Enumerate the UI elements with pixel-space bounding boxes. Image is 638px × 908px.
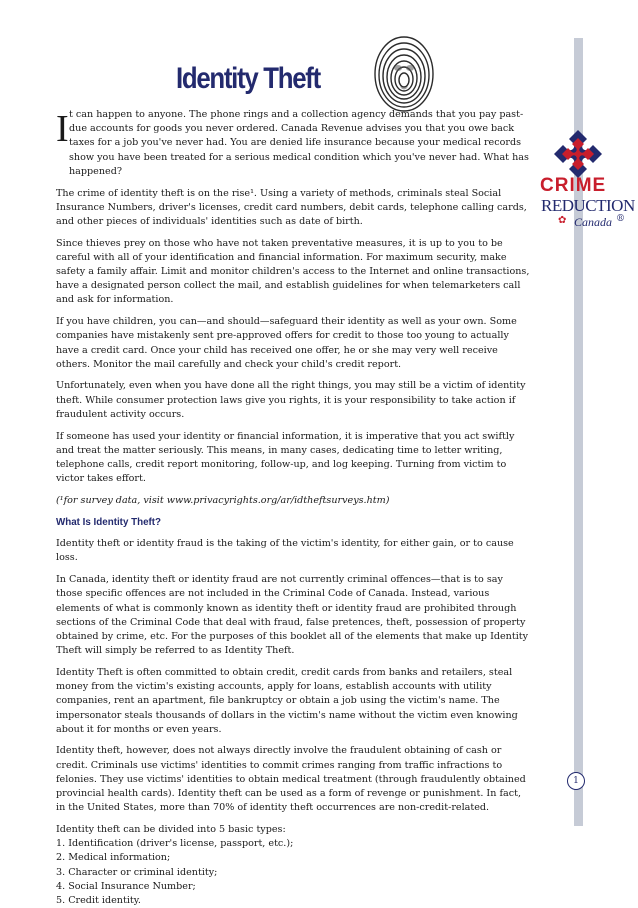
maple-leaf-icon: ✿ [558,215,567,226]
list-item: 1. Identification (driver's license, passport, etc.); [56,838,294,850]
body-paragraph: Unfortunately, even when you have done all the right things, you may still be a victim of identity theft. While consumer protection laws give you rights, it is your responsibility to take action if fraudulent activity occurs. [56,380,526,420]
section-heading: What Is Identity Theft? [56,516,162,528]
logo-reduction-text: REDUCTION [541,196,635,215]
page-number: 1 [567,772,585,790]
drop-cap: I [56,108,69,150]
list-intro: Identity theft can be divided into 5 basic types: [56,823,286,835]
identity-theft-types-list [56,837,530,908]
footnote-citation: (¹for survey data, visit www.privacyrights.org/ar/idtheftsurveys.htm) [56,494,390,506]
intro-text: t can happen to anyone. The phone rings and a collection agency demands that you pay past-due accounts for goods you never ordered. Canada Revenue advises you that you owe back taxes for a job you've never had. You are denied life insurance because your medical records show you have been treated for a serious medical condition which you've never had. What has happened? [69,109,529,177]
page-title: Identity Theft [176,62,320,95]
list-item: 4. Social Insurance Number; [56,880,196,892]
section-paragraph: Identity Theft is often committed to obtain credit, credit cards from banks and retailers, steal money from the victim's existing accounts, apply for loans, establish accounts with utility companies, rent an apartment, file bankruptcy or obtain a job using the victim's name. The impersonator steals thousands of dollars in the victim's name without the victim even knowing about it for months or even years. [56,666,518,735]
fingerprint-icon [372,34,436,114]
crime-reduction-canada-logo [540,128,638,238]
list-item: 3. Character or criminal identity; [56,866,218,878]
list-item: 5. Credit identity. [56,894,141,906]
list-item: 2. Medical information; [56,852,171,864]
document-body [56,108,530,908]
body-paragraph: The crime of identity theft is on the rise¹. Using a variety of methods, criminals steal Social Insurance Numbers, driver's licenses, credit card numbers, debit cards, telephone calling cards, and other pieces of individuals' identities such as date of birth. [56,187,527,227]
section-paragraph: Identity theft or identity fraud is the taking of the victim's identity, for either gain, or to cause loss. [56,538,514,564]
section-paragraph: In Canada, identity theft or identity fraud are not currently criminal offences—that is to say those specific offences are not included in the Criminal Code of Canada. Instead, various elements of what is commonly known as identity theft or identity fraud are prohibited through sections of the Criminal Code that deal with fraud, false pretences, theft, possession of property obtained by crime, etc. For the purposes of this booklet all of the elements that make up Identity Theft will simply be referred to as Identity Theft. [56,574,529,657]
logo-crime-text: CRIME [540,175,607,196]
logo-canada-text: Canada [574,215,613,229]
registered-mark: ® [616,214,625,224]
body-paragraph: Since thieves prey on those who have not taken preventative measures, it is up to you to be careful with all of your identification and financial information. For maximum security, make safety a family affair. Limit and monitor children's access to the Internet and online transactions, have a designated person collect the mail, and establish guidelines for when telemarketers call and ask for information. [56,237,530,306]
body-paragraph: If you have children, you can—and should—safeguard their identity as well as your own. Some companies have mistakenly sent pre-approved offers for credit to those too young to actually have a credit card. Once your child has received one offer, he or she may very well receive others. Monitor the mail carefully and check your child's credit report. [56,316,517,370]
puzzle-logo-icon [550,128,606,182]
body-paragraph: If someone has used your identity or financial information, it is imperative that you act swiftly and treat the matter seriously. This means, in many cases, dedicating time to letter writing, telephone calls, credit report monitoring, follow-up, and log keeping. Turning from victim to victor takes effort. [56,430,515,485]
section-paragraph: Identity theft, however, does not always directly involve the fraudulent obtaining of cash or credit. Criminals use victims' identities to commit crimes ranging from traffic infractions to felonies. They use victims' identities to obtain medical treatment (through fraudulently obtained provincial health cards). Identity theft can be used as a form of revenge or punishment. In fact, in the United States, more than 70% of identity theft occurrences are non-credit-related. [56,745,526,814]
intro-paragraph [56,108,530,179]
